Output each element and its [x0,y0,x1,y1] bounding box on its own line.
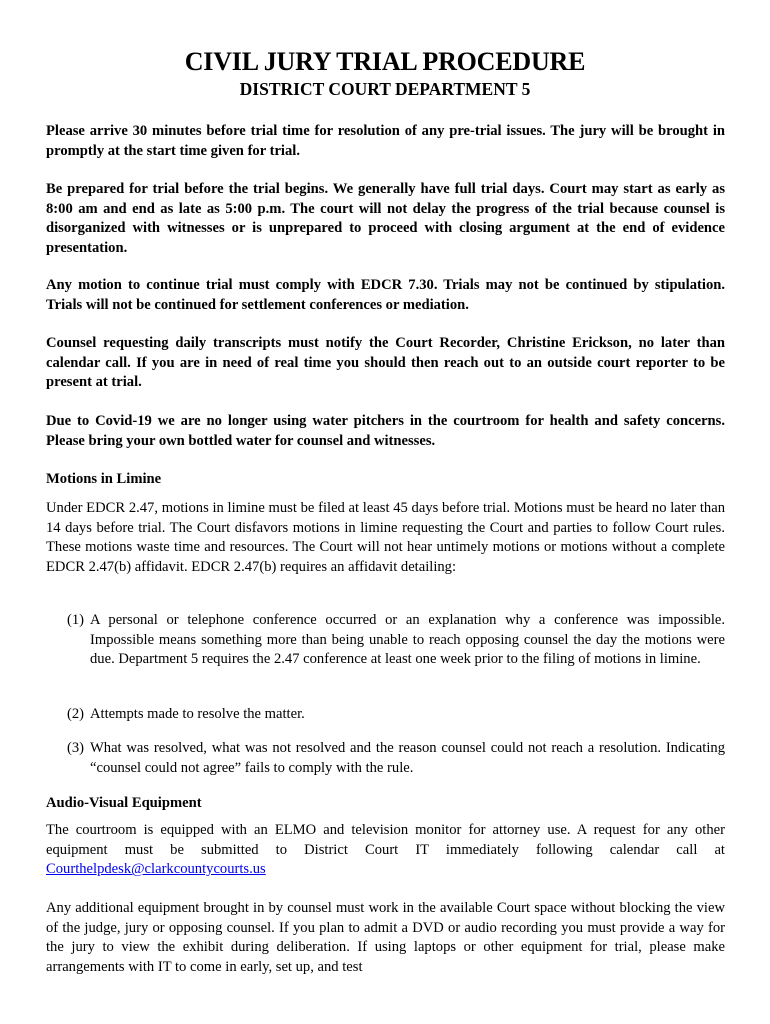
paragraph-transcripts: Counsel requesting daily transcripts must notify the Court Recorder, Christine Erickson, no later than calendar call. If you are in need of real time you should then reach out to an outside court reporter to be present at trial. [46,335,725,391]
list-item-text: What was resolved, what was not resolved and the reason counsel could not reach a resolution. Indicating “counsel could not agree” fails to comply with the rule. [90,740,725,776]
list-item-text: Attempts made to resolve the matter. [90,706,305,722]
paragraph-motions: Under EDCR 2.47, motions in limine must be filed at least 45 days before trial. Motions must be heard no later than 14 days before trial. The Court disfavors motions in limine requesting the Court and parties to follow Court rules. These motions waste time and resources. The Court will not hear untimely motions or motions without a complete EDCR 2.47(b) affidavit. EDCR 2.47(b) requires an affidavit detailing: [46,500,725,575]
list-item [67,705,725,725]
list-item-number: (2) [67,706,85,722]
list-item-number: (3) [67,740,85,756]
page-title: CIVIL JURY TRIAL PROCEDURE [184,47,586,76]
paragraph-av [46,821,725,880]
list-item-text: A personal or telephone conference occurred or an explanation why a conference was impossible. Impossible means something more than being unable to reach opposing counsel the day the motions were due. Department 5 requires the 2.47 conference at least one week prior to the filing of motions in limine. [90,612,725,668]
helpdesk-email-link[interactable]: Courthelpdesk@clarkcountycourts.us [46,861,266,878]
paragraph-arrival: Please arrive 30 minutes before trial time for resolution of any pre-trial issues. The jury will be brought in promptly at the start time given for trial. [46,123,725,159]
section-heading-av: Audio-Visual Equipment [46,795,202,811]
section-heading-motions: Motions in Limine [46,471,162,487]
paragraph-continuance: Any motion to continue trial must comply with EDCR 7.30. Trials may not be continued by stipulation. Trials will not be continued for settlement conferences or mediation. [46,277,725,313]
page-subtitle: DISTRICT COURT DEPARTMENT 5 [239,79,531,99]
paragraph-av-text: The courtroom is equipped with an ELMO and television monitor for attorney use. A request for any other equipment must be submitted to District Court IT immediately following calendar call at [46,822,725,858]
list-item [67,739,725,778]
list-item-number: (1) [67,612,85,628]
paragraph-preparation: Be prepared for trial before the trial begins. We generally have full trial days. Court may start as early as 8:00 am and end as late as 5:00 p.m. The court will not delay the progress of the trial because counsel is disorganized with witnesses or is unprepared to proceed with closing argument at the end of evidence presentation. [46,181,725,256]
paragraph-equipment: Any additional equipment brought in by counsel must work in the available Court space without blocking the view of the judge, jury or opposing counsel. If you plan to admit a DVD or audio recording you must provide a way for the jury to view the exhibit during deliberation. If using laptops or other equipment for trial, please make arrangements with IT to come in early, set up, and test [46,900,725,975]
paragraph-covid: Due to Covid-19 we are no longer using water pitchers in the courtroom for health and safety concerns. Please bring your own bottled water for counsel and witnesses. [46,413,725,449]
list-item [67,611,725,670]
